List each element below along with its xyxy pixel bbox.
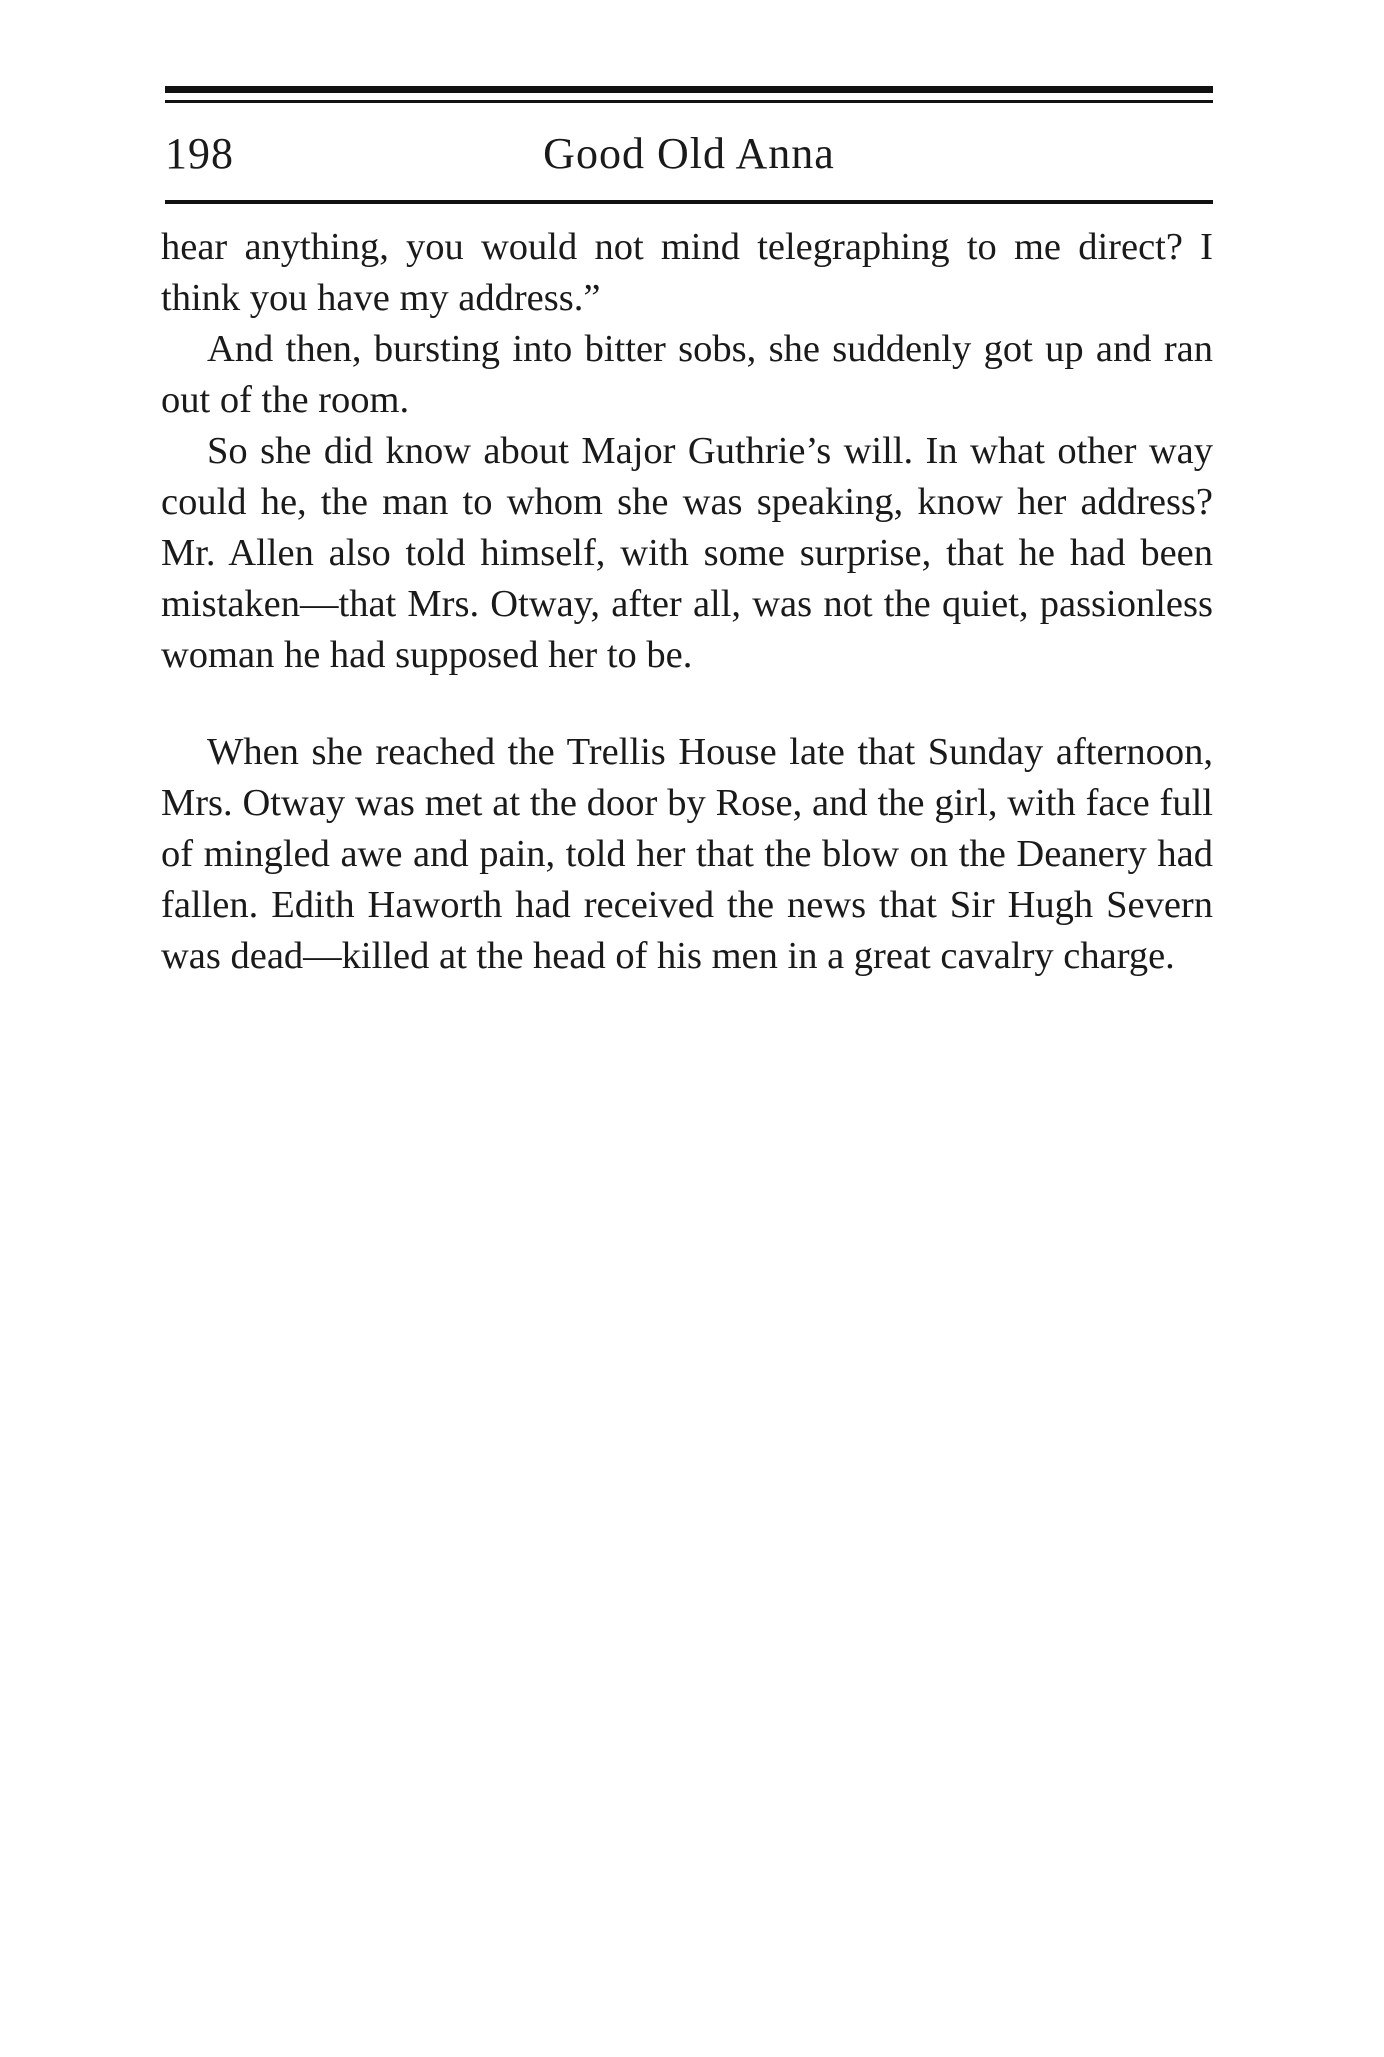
header-rule-thin [165,100,1213,103]
running-header [165,118,1213,190]
body-text [161,222,1213,982]
header-rule-thick [165,86,1213,93]
paragraph-section-start: When she reached the Trellis House late that Sunday afternoon, Mrs. Otway was met at the door by Rose, and the girl, with face full of mingled awe and pain, told her that the blow on the Deanery had fallen. Edith Haworth had received the news that Sir Hugh Severn was dead—killed at the head of his men in a great cavalry charge. [161,731,1213,977]
paragraph: So she did know about Major Guthrie’s will. In what other way could he, the man to whom she was speaking, know her address? Mr. Allen also told himself, with some surprise, that he had been mistaken—that Mrs. Otway, after all, was not the quiet, passionless woman he had supposed her to be. [161,430,1213,676]
paragraph-continuation: hear anything, you would not mind telegraphing to me direct? I think you have my address.” [161,226,1213,319]
running-title: Good Old Anna [543,129,835,178]
header-rule-bottom [165,200,1213,204]
paragraph: And then, bursting into bitter sobs, she suddenly got up and ran out of the room. [161,328,1213,421]
page-number: 198 [165,129,234,178]
